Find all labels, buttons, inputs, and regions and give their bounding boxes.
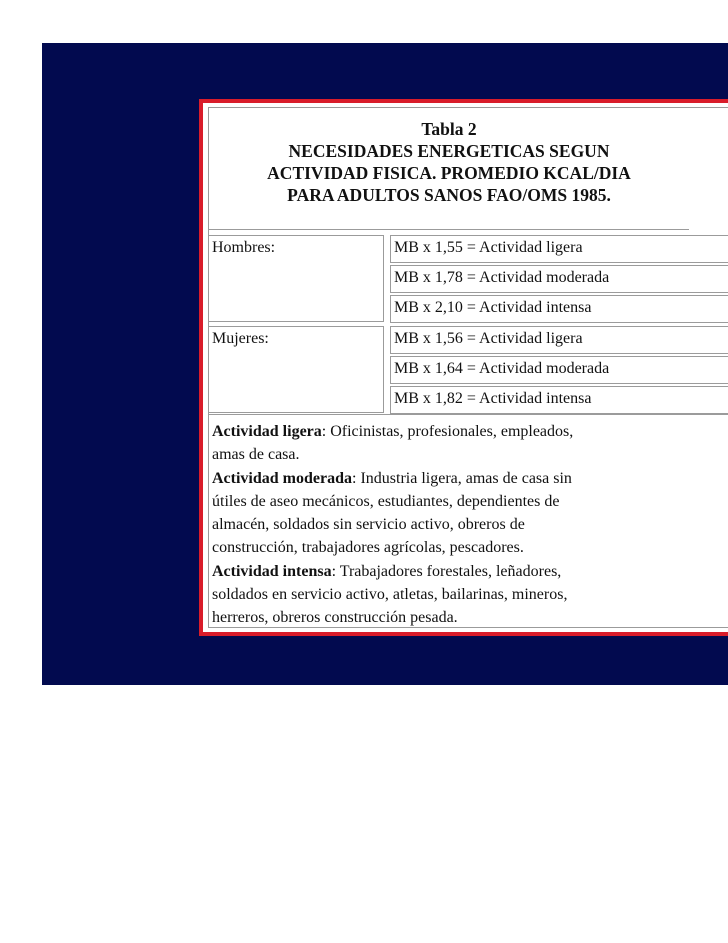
note-line: : Oficinistas, profesionales, empleados, bbox=[321, 423, 574, 440]
title-line-2: NECESIDADES ENERGETICAS SEGUN bbox=[288, 141, 610, 161]
table-row: MB x 2,10 = Actividad intensa bbox=[390, 295, 728, 323]
activity-definitions bbox=[209, 414, 728, 630]
group-label-men: Hombres: bbox=[209, 235, 384, 322]
energy-needs-table bbox=[208, 107, 728, 628]
activity-factor-grid bbox=[209, 235, 728, 414]
note-intense bbox=[212, 560, 728, 630]
note-line: útiles de aseo mecánicos, estudiantes, dependientes de bbox=[212, 492, 560, 510]
title-line-4: PARA ADULTOS SANOS FAO/OMS 1985. bbox=[287, 185, 611, 205]
table-row: MB x 1,55 = Actividad ligera bbox=[390, 235, 728, 263]
table-frame bbox=[199, 99, 728, 636]
note-line: construcción, trabajadores agrícolas, pescadores. bbox=[212, 539, 524, 557]
group-women-rows bbox=[390, 326, 728, 414]
note-light bbox=[212, 420, 728, 467]
table-title bbox=[209, 108, 689, 230]
note-line: : Industria ligera, amas de casa sin bbox=[352, 469, 572, 487]
note-line: amas de casa. bbox=[212, 446, 300, 464]
group-men-rows bbox=[390, 235, 728, 323]
table-row: MB x 1,56 = Actividad ligera bbox=[390, 326, 728, 354]
note-term-light: Actividad ligera bbox=[212, 423, 322, 440]
table-row: MB x 1,78 = Actividad moderada bbox=[390, 265, 728, 293]
group-women bbox=[209, 323, 728, 414]
note-line: herreros, obreros construcción pesada. bbox=[212, 609, 458, 627]
group-men bbox=[209, 235, 728, 323]
note-line: soldados en servicio activo, atletas, bailarinas, mineros, bbox=[212, 586, 568, 604]
table-row: MB x 1,64 = Actividad moderada bbox=[390, 356, 728, 384]
table-row: MB x 1,82 = Actividad intensa bbox=[390, 386, 728, 414]
note-moderate bbox=[212, 467, 728, 560]
note-line: almacén, soldados sin servicio activo, obreros de bbox=[212, 516, 525, 534]
note-line: : Trabajadores forestales, leñadores, bbox=[331, 562, 562, 580]
group-label-women: Mujeres: bbox=[209, 326, 384, 413]
note-term-intense: Actividad intensa bbox=[212, 562, 332, 580]
note-term-moderate: Actividad moderada bbox=[212, 469, 352, 487]
title-line-3: ACTIVIDAD FISICA. PROMEDIO KCAL/DIA bbox=[267, 163, 631, 183]
title-line-1: Tabla 2 bbox=[421, 119, 477, 139]
